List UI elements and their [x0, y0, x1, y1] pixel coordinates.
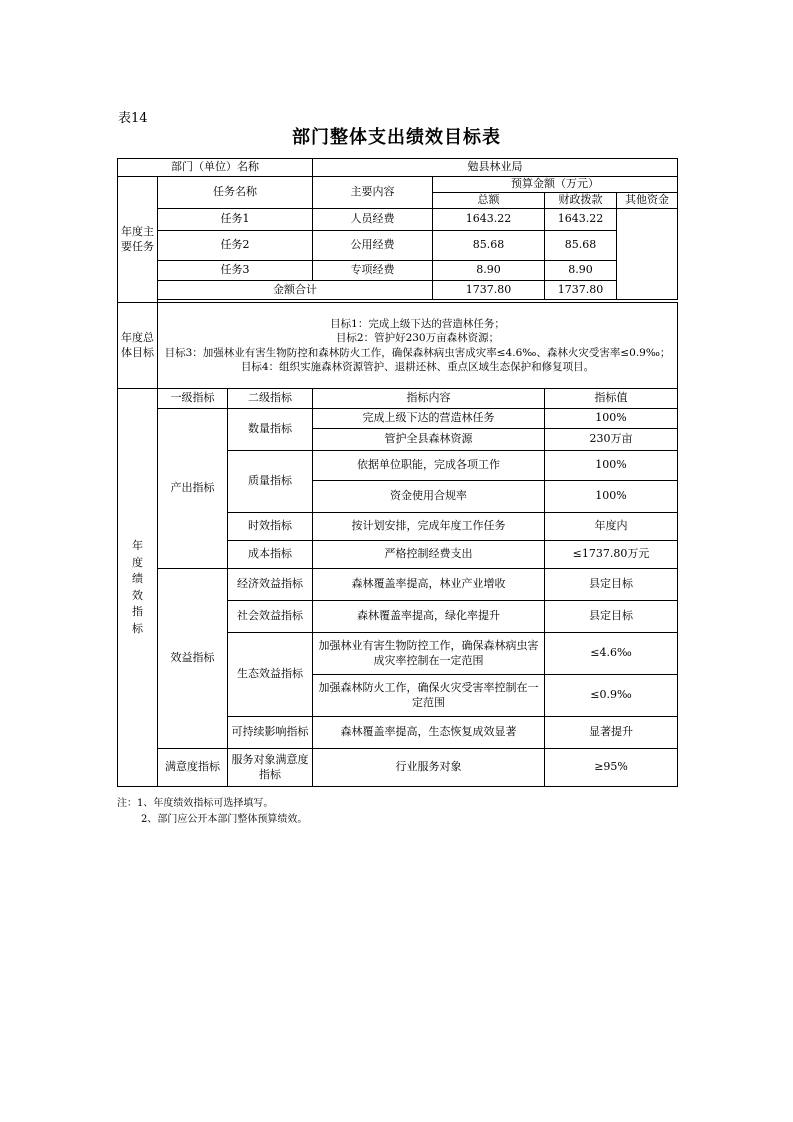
tasks-section-label: 年度主要任务 [118, 177, 158, 303]
task-content: 公用经费 [313, 231, 433, 261]
footnotes [117, 796, 307, 828]
goal-line: 目标1：完成上级下达的营造林任务； [330, 318, 505, 331]
goals-row [118, 303, 678, 389]
indicator-value: ≤0.9‰ [545, 675, 678, 717]
tasks-header-row [118, 177, 678, 193]
indicator-content: 森林覆盖率提高，林业产业增收 [313, 569, 545, 601]
col-total: 总额 [433, 193, 545, 209]
indicator-content: 完成上级下达的营造林任务 [313, 409, 545, 429]
task-total: 8.90 [433, 261, 545, 281]
col-fiscal: 财政拨款 [545, 193, 617, 209]
indicator-value: 年度内 [545, 513, 678, 541]
ecological-label: 生态效益指标 [228, 633, 313, 717]
indicator-value: ≤1737.80万元 [545, 541, 678, 569]
goal-line: 目标3：加强林业有害生物防控和森林防火工作，确保森林病虫害成灾率≤4.6‰、森林火灾受害率≤0.9‰； [164, 346, 671, 359]
task-name: 任务3 [158, 261, 313, 281]
task-content: 专项经费 [313, 261, 433, 281]
satisfaction-sub-label: 服务对象满意度指标 [228, 749, 313, 787]
col-level1: 一级指标 [158, 389, 228, 409]
indicator-value: 显著提升 [545, 717, 678, 749]
indicator-value: 县定目标 [545, 601, 678, 633]
dept-value: 勉县林业局 [313, 159, 678, 177]
goal-line: 目标2：管护好230万亩森林资源； [335, 332, 500, 345]
task-name: 任务2 [158, 231, 313, 261]
task-fiscal: 8.90 [545, 261, 617, 281]
benefit-label: 效益指标 [158, 569, 228, 749]
satisfaction-label: 满意度指标 [158, 749, 228, 787]
indicator-content: 森林覆盖率提高，绿化率提升 [313, 601, 545, 633]
col-budget: 预算金额（万元） [433, 177, 678, 193]
task-total: 1643.22 [433, 209, 545, 231]
indicator-content: 加强林业有害生物防控工作，确保森林病虫害成灾率控制在一定范围 [313, 633, 545, 675]
task-row [118, 209, 678, 231]
indicator-content: 按计划安排，完成年度工作任务 [313, 513, 545, 541]
col-task-name: 任务名称 [158, 177, 313, 209]
col-indicator-content: 指标内容 [313, 389, 545, 409]
sum-total: 1737.80 [433, 281, 545, 300]
table-number: 表14 [118, 111, 148, 126]
perf-row [118, 409, 678, 429]
social-label: 社会效益指标 [228, 601, 313, 633]
perf-row [118, 749, 678, 787]
task-name: 任务1 [158, 209, 313, 231]
indicator-value: 230万亩 [545, 429, 678, 451]
quality-label: 质量指标 [228, 451, 313, 513]
perf-row [118, 569, 678, 601]
indicator-value: 县定目标 [545, 569, 678, 601]
col-indicator-value: 指标值 [545, 389, 678, 409]
economic-label: 经济效益指标 [228, 569, 313, 601]
output-label: 产出指标 [158, 409, 228, 569]
perf-header-row [118, 389, 678, 409]
sum-label: 金额合计 [158, 281, 433, 300]
indicator-value: ≤4.6‰ [545, 633, 678, 675]
indicator-content: 管护全县森林资源 [313, 429, 545, 451]
cost-label: 成本指标 [228, 541, 313, 569]
performance-table [117, 158, 678, 787]
timeliness-label: 时效指标 [228, 513, 313, 541]
indicator-content: 行业服务对象 [313, 749, 545, 787]
page-title: 部门整体支出绩效目标表 [292, 127, 501, 148]
task-row [118, 261, 678, 281]
goals-section-label: 年度总体目标 [118, 303, 158, 389]
indicator-value: ≥95% [545, 749, 678, 787]
other-funds-cell [617, 209, 678, 300]
sum-fiscal: 1737.80 [545, 281, 617, 300]
perf-section-label: 年度绩效指标 [118, 389, 158, 787]
indicator-value: 100% [545, 481, 678, 513]
dept-row [118, 159, 678, 177]
task-fiscal: 1643.22 [545, 209, 617, 231]
task-content: 人员经费 [313, 209, 433, 231]
indicator-value: 100% [545, 409, 678, 429]
indicator-content: 加强森林防火工作，确保火灾受害率控制在一定范围 [313, 675, 545, 717]
col-task-content: 主要内容 [313, 177, 433, 209]
indicator-content: 严格控制经费支出 [313, 541, 545, 569]
quantity-label: 数量指标 [228, 409, 313, 451]
dept-label: 部门（单位）名称 [118, 159, 313, 177]
col-other: 其他资金 [617, 193, 678, 209]
indicator-content: 森林覆盖率提高，生态恢复成效显著 [313, 717, 545, 749]
indicator-content: 资金使用合规率 [313, 481, 545, 513]
task-fiscal: 85.68 [545, 231, 617, 261]
goal-line: 目标4：组织实施森林资源管护、退耕还林、重点区域生态保护和修复项目。 [240, 360, 595, 373]
sustainable-label: 可持续影响指标 [228, 717, 313, 749]
task-total: 85.68 [433, 231, 545, 261]
col-level2: 二级指标 [228, 389, 313, 409]
task-sum-row [118, 281, 678, 300]
indicator-content: 依据单位职能，完成各项工作 [313, 451, 545, 481]
note-2: 2、部门应公开本部门整体预算绩效。 [141, 814, 308, 825]
note-1: 注：1、年度绩效指标可选择填写。 [117, 798, 274, 809]
indicator-value: 100% [545, 451, 678, 481]
task-row [118, 231, 678, 261]
goals-text [158, 303, 678, 389]
